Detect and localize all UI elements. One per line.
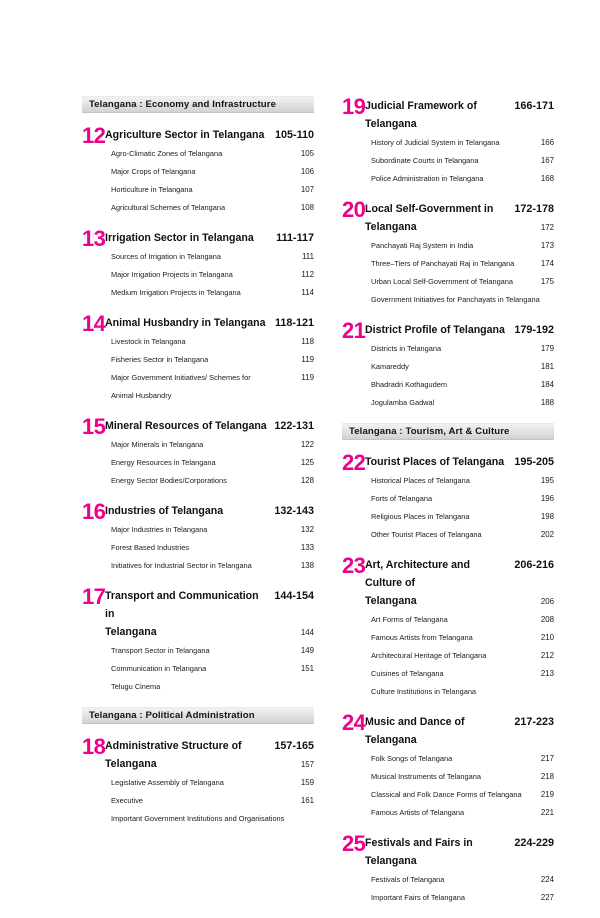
chapter-subitem-label: Sources of Irrigation in Telangana [111,252,221,261]
chapter-subitem-label: Forest Based Industries [111,543,190,552]
chapter-subitem-page: 167 [540,156,554,165]
chapter-subitem-page: 172 [540,223,554,232]
toc-row [105,161,314,179]
chapter-subitem-page: 106 [300,167,314,176]
toc-row [105,367,314,385]
chapter-title: Transport and Communication in [105,590,259,620]
chapter-subitem-label: Livestock in Telangana [111,337,186,346]
toc-chapter[interactable] [82,501,314,573]
toc-row [365,235,554,253]
chapter-title: Telangana [365,221,417,233]
toc-row [365,869,554,887]
chapter-subitem-page: 210 [540,633,554,642]
chapter-number: 20 [342,197,366,222]
chapter-subitem-page: 128 [300,476,314,485]
section-header-label: Telangana : Political Administration [89,710,255,721]
chapter-subitem-label: Energy Sector Bodies/Corporations [111,476,227,485]
chapter-subitem-page: 133 [300,543,314,552]
chapter-subitem-page: 107 [300,185,314,194]
toc-chapter[interactable] [342,199,554,307]
chapter-body [105,736,314,826]
chapter-subitem-label: Communication in Telangana [111,664,207,673]
chapter-number: 15 [82,414,106,439]
chapter-subitem-label: Urban Local Self-Government of Telangana [371,277,514,286]
chapter-title: Tourist Places of Telangana [365,456,505,468]
chapter-subitem-page: 149 [300,646,314,655]
toc-row [365,338,554,356]
chapter-number: 21 [342,318,366,343]
chapter-subitem-label: Animal Husbandry [111,391,172,400]
chapter-subitem-page: 188 [540,398,554,407]
chapter-body [365,199,554,307]
chapter-subitem-page: 212 [540,651,554,660]
chapter-title: Irrigation Sector in Telangana [105,232,254,244]
chapter-subitem-page: 144 [300,628,314,637]
chapter-subitem-page: 125 [300,458,314,467]
toc-row [105,537,314,555]
chapter-subitem-label: Art Forms of Telangana [371,615,448,624]
section-header-bar [82,707,314,724]
chapter-body [365,555,554,699]
chapter-number: 19 [342,94,366,119]
toc-row [365,320,554,338]
toc-row [105,586,314,622]
toc-row [105,772,314,790]
toc-row [365,784,554,802]
chapter-subitem-page: 218 [540,772,554,781]
toc-row [365,645,554,663]
toc-row [105,434,314,452]
chapter-body [105,586,314,694]
toc-row [105,416,314,434]
chapter-subitem-label: Major Crops of Telangana [111,167,196,176]
toc-row [365,663,554,681]
chapter-subitem-label: Famous Artists of Telangana [371,808,465,817]
toc-row [105,676,314,694]
toc-row [365,609,554,627]
toc-row [365,374,554,392]
chapter-subitem-page: 224 [540,875,554,884]
section-header-label: Telangana : Tourism, Art & Culture [349,426,510,437]
toc-chapter[interactable] [342,96,554,186]
chapter-page-range: 144-154 [274,590,314,602]
chapter-subitem-label: Architectural Heritage of Telangana [371,651,487,660]
toc-row [105,452,314,470]
chapter-page-range: 122-131 [274,420,314,432]
chapter-subitem-label: Telugu Cinema [111,682,161,691]
chapter-subitem-label: Executive [111,796,144,805]
toc-row [365,766,554,784]
chapter-subitem-label: Major Irrigation Projects in Telangana [111,270,233,279]
chapter-subitem-page: 157 [300,760,314,769]
chapter-subitem-label: Subordinate Courts in Telangana [371,156,479,165]
chapter-title: Animal Husbandry in Telangana [105,317,266,329]
chapter-page-range: 118-121 [274,317,314,329]
chapter-number: 13 [82,226,106,251]
chapter-subitem-label: Major Industries in Telangana [111,525,208,534]
chapter-number: 16 [82,499,106,524]
section-header-bar [82,96,314,113]
chapter-page-range: 172-178 [514,203,554,215]
toc-row [365,555,554,591]
chapter-subitem-page: 195 [540,476,554,485]
toc-row [105,640,314,658]
toc-chapter[interactable] [82,125,314,215]
chapter-body [105,501,314,573]
toc-page-spacer [288,385,314,403]
chapter-title: Telangana [105,758,157,770]
toc-row [365,392,554,410]
chapter-subitem-label: Three–Tiers of Panchayati Raj in Telangana [371,259,515,268]
toc-row [365,470,554,488]
chapter-subitem-label: Jogulamba Gadwal [371,398,435,407]
chapter-subitem-page: 118 [301,337,314,346]
toc-row [365,96,554,132]
chapter-page-range: 195-205 [514,456,554,468]
chapter-title: Music and Dance of Telangana [365,716,465,746]
chapter-page-range: 105-110 [274,129,314,141]
toc-row [105,808,314,826]
chapter-subitem-label: Forts of Telangana [371,494,433,503]
chapter-body [365,452,554,542]
toc-row [365,506,554,524]
chapter-subitem-label: History of Judicial System in Telangana [371,138,500,147]
toc-row [105,555,314,573]
chapter-page-range: 224-229 [514,837,554,849]
chapter-number: 22 [342,450,366,475]
chapter-subitem-page: 132 [300,525,314,534]
chapter-subitem-page: 213 [540,669,554,678]
toc-chapter[interactable] [342,712,554,820]
chapter-subitem-page: 159 [300,778,314,787]
chapter-subitem-label: Initiatives for Industrial Sector in Telangana [111,561,252,570]
chapter-page-range: 179-192 [514,324,554,336]
toc-row [105,228,314,246]
toc-row [365,217,554,235]
chapter-title: Judicial Framework of Telangana [365,100,477,130]
chapter-page-range: 206-216 [514,559,554,571]
chapter-title: Telangana [365,595,417,607]
chapter-subitem-page: 175 [540,277,554,286]
toc-row [365,289,554,307]
chapter-subitem-page: 179 [540,344,554,353]
chapter-subitem-label: Kamareddy [371,362,409,371]
toc-page-spacer [528,289,554,307]
chapter-subitem-label: Festivals of Telangana [371,875,445,884]
chapter-page-range: 166-171 [514,100,554,112]
chapter-subitem-label: Religious Places in Telangana [371,512,470,521]
chapter-body [105,228,314,300]
toc-chapter[interactable] [82,313,314,403]
toc-row [105,349,314,367]
chapter-subitem-page: 217 [540,754,554,763]
toc-row [365,168,554,186]
toc-row [365,452,554,470]
chapter-subitem-page: 105 [300,149,314,158]
chapter-title: Administrative Structure of [105,740,242,752]
chapter-body [365,712,554,820]
toc-chapter[interactable] [342,833,554,905]
toc-row [365,591,554,609]
chapter-subitem-page: 206 [540,597,554,606]
chapter-subitem-page: 174 [540,259,554,268]
chapter-number: 25 [342,831,366,856]
chapter-page-range: 132-143 [274,505,314,517]
chapter-title: Industries of Telangana [105,505,224,517]
chapter-subitem-label: Classical and Folk Dance Forms of Telangana [371,790,522,799]
toc-row [105,313,314,331]
toc-row [105,658,314,676]
toc-row [105,790,314,808]
chapter-subitem-label: Major Minerals in Telangana [111,440,204,449]
chapter-subitem-label: Cuisines of Telangana [371,669,444,678]
toc-row [105,179,314,197]
chapter-title: Agriculture Sector in Telangana [105,129,265,141]
toc-row [105,501,314,519]
chapter-subitem-label: Major Government Initiatives/ Schemes for [111,373,251,382]
chapter-subitem-label: Bhadradri Kothagudem [371,380,448,389]
toc-row [105,736,314,754]
toc-row [105,754,314,772]
chapter-subitem-page: 219 [540,790,554,799]
chapter-subitem-page: 168 [540,174,554,183]
chapter-number: 14 [82,311,106,336]
toc-row [365,488,554,506]
toc-row [105,519,314,537]
toc-row [365,833,554,869]
chapter-subitem-page: 122 [300,440,314,449]
toc-row [105,264,314,282]
chapter-subitem-label: Important Fairs of Telangana [371,893,465,902]
chapter-subitem-label: Panchayati Raj System in India [371,241,474,250]
toc-columns [0,96,600,918]
toc-row [365,253,554,271]
chapter-subitem-page: 108 [300,203,314,212]
chapter-subitem-page: 111 [302,252,314,261]
toc-row [365,271,554,289]
toc-row [105,197,314,215]
toc-row [105,246,314,264]
chapter-title: Art, Architecture and Culture of [365,559,470,589]
toc-row [365,132,554,150]
chapter-subitem-label: Legislative Assembly of Telangana [111,778,224,787]
chapter-body [105,313,314,403]
toc-right-column [342,96,554,918]
toc-page-spacer [528,681,554,699]
chapter-subitem-page: 112 [301,270,314,279]
toc-row [365,681,554,699]
chapter-page-range: 157-165 [274,740,314,752]
chapter-body [105,416,314,488]
chapter-subitem-page: 196 [540,494,554,503]
chapter-subitem-page: 114 [301,288,314,297]
chapter-page-range: 111-117 [276,232,314,244]
toc-page-spacer [288,808,314,826]
chapter-subitem-page: 208 [540,615,554,624]
section-header-bar [342,423,554,440]
chapter-subitem-label: Agricultural Schemes of Telangana [111,203,226,212]
toc-chapter[interactable] [82,416,314,488]
toc-row [365,802,554,820]
chapter-body [105,125,314,215]
toc-row [365,150,554,168]
toc-row [105,622,314,640]
chapter-subitem-label: Police Administration in Telangana [371,174,484,183]
chapter-subitem-page: 227 [540,893,554,902]
toc-chapter[interactable] [342,452,554,542]
chapter-subitem-label: Historical Places of Telangana [371,476,470,485]
chapter-number: 17 [82,584,106,609]
toc-row [365,748,554,766]
toc-chapter[interactable] [342,555,554,699]
chapter-subitem-label: Government Initiatives for Panchayats in Telangana [371,295,540,304]
chapter-subitem-label: Agro-Climatic Zones of Telangana [111,149,223,158]
chapter-body [365,320,554,410]
chapter-subitem-label: Medium Irrigation Projects in Telangana [111,288,241,297]
toc-row [105,385,314,403]
chapter-title: Festivals and Fairs in Telangana [365,837,473,867]
toc-left-column [82,96,314,918]
chapter-subitem-page: 119 [301,355,314,364]
chapter-title: Local Self-Government in [365,203,494,215]
chapter-number: 23 [342,553,366,578]
chapter-subitem-label: Famous Artists from Telangana [371,633,473,642]
chapter-subitem-label: Districts in Telangana [371,344,442,353]
toc-page-spacer [288,676,314,694]
chapter-number: 12 [82,123,106,148]
toc-row [365,887,554,905]
toc-chapter[interactable] [82,586,314,694]
toc-row [105,282,314,300]
chapter-subitem-label: Horticulture in Telangana [111,185,193,194]
chapter-subitem-label: Folk Songs of Telangana [371,754,453,763]
chapter-title: Telangana [105,626,157,638]
section-header-label: Telangana : Economy and Infrastructure [89,99,277,110]
chapter-subitem-label: Fisheries Sector in Telangana [111,355,209,364]
chapter-number: 18 [82,734,106,759]
toc-chapter[interactable] [82,736,314,826]
chapter-subitem-label: Musical Instruments of Telangana [371,772,481,781]
toc-row [105,331,314,349]
chapter-subitem-page: 181 [540,362,554,371]
chapter-subitem-page: 166 [540,138,554,147]
chapter-subitem-page: 221 [540,808,554,817]
chapter-title: Mineral Resources of Telangana [105,420,267,432]
toc-row [365,199,554,217]
chapter-subitem-label: Culture Institutions in Telangana [371,687,477,696]
toc-row [365,712,554,748]
chapter-subitem-label: Other Tourist Places of Telangana [371,530,482,539]
chapter-number: 24 [342,710,366,735]
chapter-body [365,96,554,186]
chapter-subitem-page: 202 [540,530,554,539]
toc-row [105,470,314,488]
chapter-page-range: 217-223 [514,716,554,728]
chapter-subitem-label: Energy Resources in Telangana [111,458,216,467]
toc-row [365,524,554,542]
chapter-subitem-label: Important Government Institutions and Organisations [111,814,285,823]
toc-row [365,627,554,645]
toc-chapter[interactable] [342,320,554,410]
toc-row [105,125,314,143]
chapter-title: District Profile of Telangana [365,324,505,336]
chapter-subitem-page: 138 [300,561,314,570]
chapter-subitem-page: 198 [540,512,554,521]
chapter-subitem-page: 173 [540,241,554,250]
chapter-subitem-label: Transport Sector in Telangana [111,646,210,655]
chapter-body [365,833,554,905]
chapter-subitem-page: 161 [300,796,314,805]
toc-row [365,356,554,374]
chapter-subitem-page: 119 [301,373,314,382]
chapter-subitem-page: 184 [540,380,554,389]
chapter-subitem-page: 151 [300,664,314,673]
toc-chapter[interactable] [82,228,314,300]
toc-row [105,143,314,161]
